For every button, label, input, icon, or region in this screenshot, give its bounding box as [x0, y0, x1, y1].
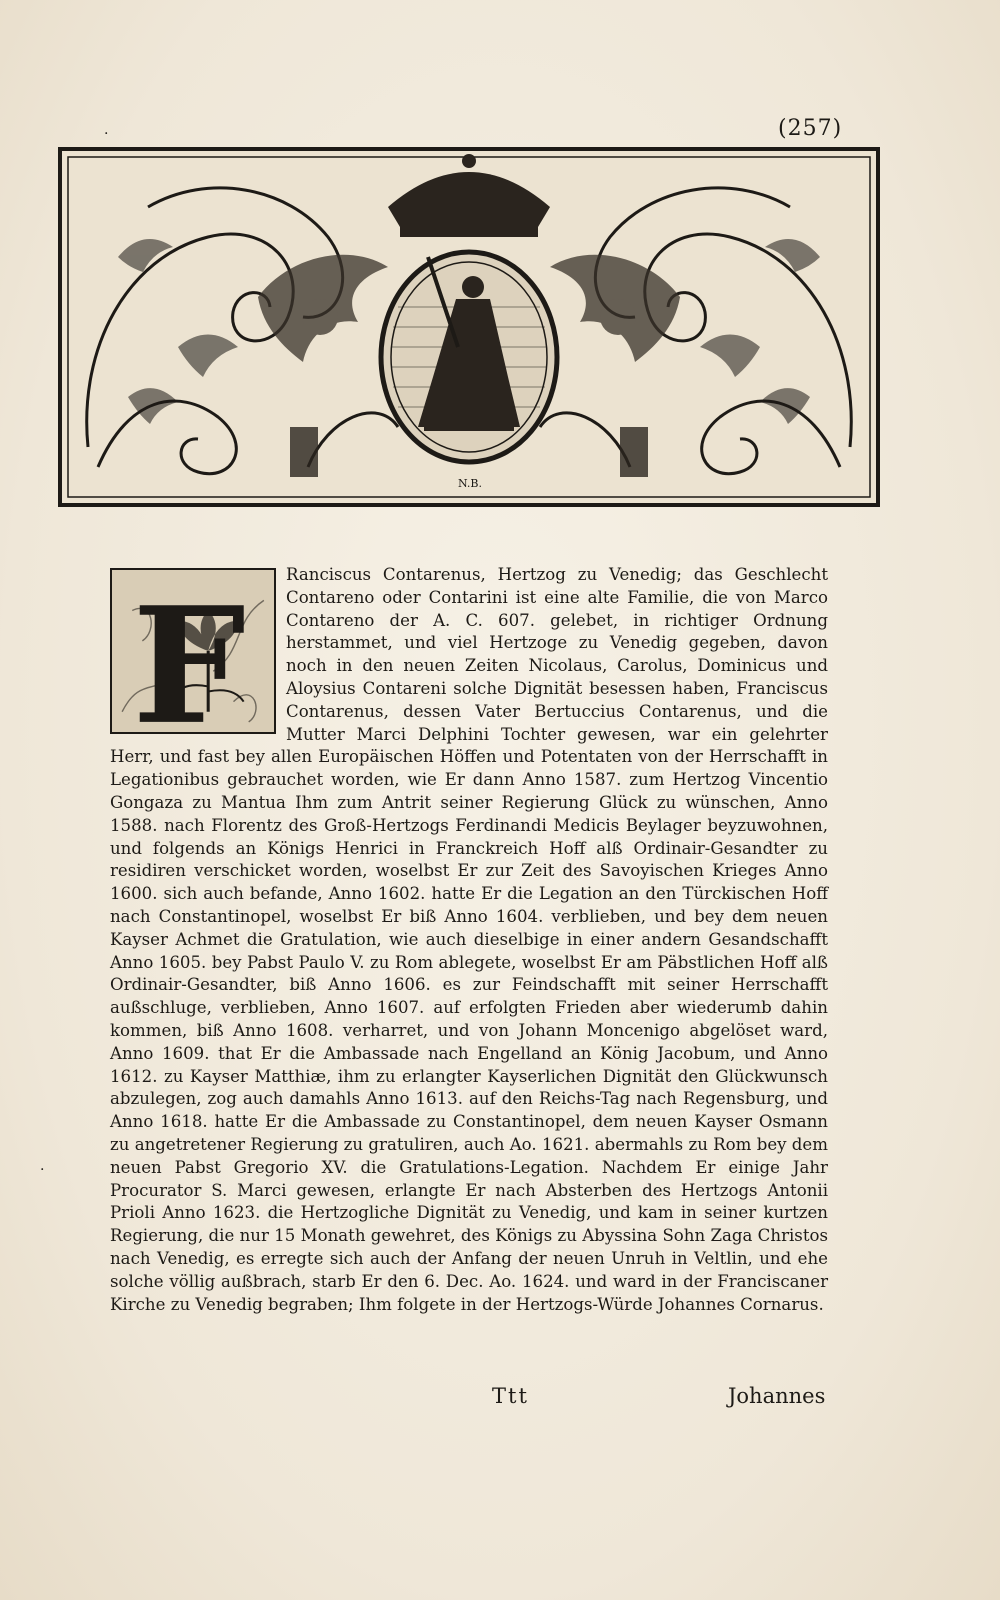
- engraver-mark: N.B.: [458, 477, 482, 490]
- initial-f-icon: [112, 570, 274, 732]
- main-text-block: [110, 564, 828, 1316]
- body-paragraph: Ranciscus Contarenus, Hertzog zu Venedig; das Geschlecht Contareno oder Contarini ist eine alte Familie, die von Marco Contareno der A. C. 607. gelebet, in richtiger Ordnung herstammet, und viel Hertzoge zu Venedig gegeben, davon noch in den neuen Zeiten Nicolaus, Carolus, Dominicus und Aloysius Contareni solche Dignität besessen haben, Franciscus Contarenus, dessen Vater Bertuccius Contarenus, und die Mutter Marci Delphini Tochter gewesen, war ein gelehrter Herr, und fast bey allen Europäischen Höffen und Potentaten von der Herrschafft in Legationibus gebrauchet worden, wie Er dann Anno 1587. zum Hertzog Vincentio Gongaza zu Mantua Ihm zum Antrit seiner Regierung Glück zu wünschen, Anno 1588. nach Florentz des Groß-Hertzogs Ferdinandi Medicis Beylager beyzuwohnen, und folgends an Königs Henrici in Franckreich Hoff alß Ordinair-Gesandter zu residiren verschicket worden, woselbst Er zur Zeit des Savoyischen Krieges Anno 1600. sich auch befande, Anno 1602. hatte Er die Legation an den Türckischen Hoff nach Constantinopel, woselbst Er biß Anno 1604. verblieben, und bey dem neuen Kayser Achmet die Gratulation, wie auch dieselbige in einer andern Gesandschafft Anno 1605. bey Pabst Paulo V. zu Rom ablegete, woselbst Er am Päbstlichen Hoff alß Ordinair-Gesandter, biß Anno 1606. es zur Feindschafft mit seiner Herrschafft außschluge, verblieben, Anno 1607. auf erfolgten Frieden aber wiederumb dahin kommen, biß Anno 1608. verharret, und von Johann Moncenigo abgelöset ward, Anno 1609. that Er die Ambassade nach Engelland an König Jacobum, und Anno 1612. zu Kayser Matthiæ, ihm zu erlangter Kayserlichen Dignität den Glückwunsch abzulegen, zog auch damahls Anno 1613. auf den Reichs-Tag nach Regensburg, und Anno 1618. hatte Er die Ambassade zu Constantinopel, dem neuen Kayser Osmann zu angetretener Regierung zu gratuliren, auch Ao. 1621. abermahls zu Rom bey dem neuen Pabst Gregorio XV. die Gratulations-Legation. Nachdem Er einige Jahr Procurator S. Marci gewesen, erlangte Er nach Absterben des Hertzogs Antonii Prioli Anno 1623. die Hertzogliche Dignität zu Venedig, und kam in seiner kurtzen Regierung, die nur 15 Monath gewehret, des Königs zu Abyssina Sohn Zaga Christos nach Venedig, es erregte sich auch der Anfang der neuen Unruh in Veltlin, und ehe solche völlig außbrach, starb Er den 6. Dec. Ao. 1624. und ward in der Franciscaner Kirche zu Venedig begraben; Ihm folgete in der Hertzogs-Würde Johannes Cornarus.: [110, 565, 828, 1314]
- engraved-headpiece: [58, 147, 880, 507]
- decorative-initial: [110, 568, 276, 734]
- initial-letter: F: [132, 571, 246, 732]
- page-footer: [0, 1384, 1000, 1414]
- headpiece-engraving: [58, 147, 880, 507]
- signature-mark: Ttt: [492, 1384, 529, 1408]
- ink-dot-margin: .: [40, 1158, 45, 1174]
- page-number: (257): [778, 116, 843, 141]
- ink-dot-top: .: [104, 122, 109, 138]
- catchword: Johannes: [728, 1384, 826, 1408]
